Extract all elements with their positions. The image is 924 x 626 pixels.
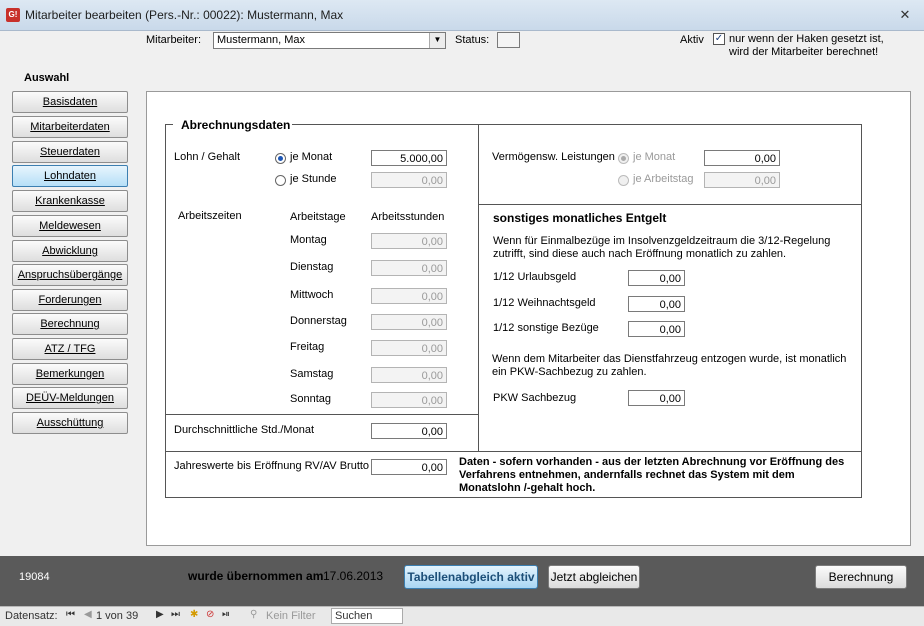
- sidebar-item-11[interactable]: Bemerkungen: [12, 363, 128, 385]
- mitarbeiter-label: Mitarbeiter:: [146, 34, 202, 46]
- frame-right-divider: [478, 204, 862, 205]
- weekday-hours-input[interactable]: 0,00: [371, 367, 447, 383]
- frame-top-right: [292, 124, 862, 125]
- sidebar-item-3[interactable]: Lohndaten: [12, 165, 128, 187]
- sonstiges-heading: sonstiges monatliches Entgelt: [493, 211, 667, 225]
- sidebar-item-2[interactable]: Steuerdaten: [12, 141, 128, 163]
- aktiv-hint-line2: wird der Mitarbeiter berechnet!: [729, 46, 879, 58]
- je-monat-input[interactable]: 5.000,00: [371, 150, 447, 166]
- sidebar-item-4[interactable]: Krankenkasse: [12, 190, 128, 212]
- sonstige-bezuege-input[interactable]: 0,00: [628, 321, 685, 337]
- aktiv-label: Aktiv: [680, 34, 704, 46]
- vermoegen-je-monat-input[interactable]: 0,00: [704, 150, 780, 166]
- sidebar-item-0[interactable]: Basisdaten: [12, 91, 128, 113]
- search-input[interactable]: [331, 608, 403, 624]
- frame-bottom-divider: [165, 451, 862, 452]
- sidebar-item-1[interactable]: Mitarbeiterdaten: [12, 116, 128, 138]
- weekday-hours-input[interactable]: 0,00: [371, 233, 447, 249]
- weihnachtsgeld-input[interactable]: 0,00: [628, 296, 685, 312]
- vermoegen-je-monat-label: je Monat: [633, 151, 676, 163]
- status-label: Status:: [455, 34, 490, 46]
- jetzt-abgleichen-button[interactable]: Jetzt abgleichen: [548, 565, 640, 589]
- frame-vertical-divider: [478, 124, 479, 451]
- vermoegen-je-arbeitstag-label: je Arbeitstag: [633, 173, 694, 185]
- je-stunde-input[interactable]: 0,00: [371, 172, 447, 188]
- pkw-input[interactable]: 0,00: [628, 390, 685, 406]
- record-position[interactable]: 1 von 39: [96, 610, 139, 622]
- sidebar-item-5[interactable]: Meldewesen: [12, 215, 128, 237]
- sonstiges-note2: Wenn dem Mitarbeiter das Dienstfahrzeug entzogen wurde, ist monatlich ein PKW-Sachbezug zu zahlen.: [492, 353, 847, 378]
- durchschnitt-label: Durchschnittliche Std./Monat: [174, 424, 315, 436]
- status-field[interactable]: [497, 32, 520, 48]
- jahreswerte-note: Daten - sofern vorhanden - aus der letzten Abrechnung vor Eröffnung des Verfahrens entnehmen, andernfalls rechnet das System mit dem Monatslohn /-gehalt hoch.: [459, 456, 845, 494]
- weekday-label: Dienstag: [290, 261, 334, 273]
- uebernommen-date: 17.06.2013: [323, 569, 384, 583]
- weekday-label: Montag: [290, 234, 327, 246]
- weekday-label: Freitag: [290, 341, 325, 353]
- pkw-label: PKW Sachbezug: [493, 392, 577, 404]
- window-title: Mitarbeiter bearbeiten (Pers.-Nr.: 00022): Mustermann, Max: [25, 8, 344, 22]
- lohn-label: Lohn / Gehalt: [174, 151, 241, 163]
- delete-record-icon[interactable]: ⊘: [206, 609, 215, 620]
- weekday-label: Sonntag: [290, 393, 331, 405]
- weekday-hours-input[interactable]: 0,00: [371, 392, 447, 408]
- sidebar-item-8[interactable]: Forderungen: [12, 289, 128, 311]
- sidebar-item-9[interactable]: Berechnung: [12, 313, 128, 335]
- vermoegen-je-monat-radio[interactable]: [618, 153, 629, 164]
- next-record-icon[interactable]: ▶: [156, 609, 164, 620]
- sidebar-item-10[interactable]: ATZ / TFG: [12, 338, 128, 360]
- arbeitszeiten-label: Arbeitszeiten: [178, 210, 242, 222]
- aktiv-hint-line1: nur wenn der Haken gesetzt ist,: [729, 33, 884, 45]
- sidebar-item-6[interactable]: Abwicklung: [12, 240, 128, 262]
- tabellenabgleich-button[interactable]: Tabellenabgleich aktiv: [404, 565, 538, 589]
- arbeitsstunden-header: Arbeitsstunden: [371, 211, 445, 223]
- new-record-icon[interactable]: ✱: [190, 609, 199, 620]
- weekday-hours-input[interactable]: 0,00: [371, 288, 447, 304]
- datensatz-label: Datensatz:: [5, 610, 58, 622]
- frame-bottom: [165, 497, 862, 498]
- je-monat-radio[interactable]: [275, 153, 286, 164]
- weekday-label: Donnerstag: [290, 315, 347, 327]
- last-record-icon[interactable]: ⏭: [171, 609, 180, 620]
- sidebar-item-12[interactable]: DEÜV-Meldungen: [12, 387, 128, 409]
- close-icon[interactable]: ✕: [899, 7, 911, 22]
- sonstiges-note1: Wenn für Einmalbezüge im Insolvenzgeldzeitraum die 3/12-Regelung zutrifft, sind diese auch nach Eröffnung monatlich zu zahlen.: [493, 235, 831, 260]
- jahreswerte-label: Jahreswerte bis Eröffnung RV/AV Brutto: [174, 460, 370, 472]
- first-record-icon[interactable]: ⏮: [66, 609, 75, 620]
- frame-left-divider: [165, 414, 478, 415]
- sonstige-bezuege-label: 1/12 sonstige Bezüge: [493, 322, 599, 334]
- weekday-hours-input[interactable]: 0,00: [371, 340, 447, 356]
- sidebar-item-13[interactable]: Ausschüttung: [12, 412, 128, 434]
- je-stunde-label: je Stunde: [290, 173, 337, 185]
- filter-label[interactable]: Kein Filter: [266, 610, 316, 622]
- je-stunde-radio[interactable]: [275, 175, 286, 186]
- frame-right: [861, 124, 862, 498]
- goto-record-icon[interactable]: ⏯: [222, 609, 230, 620]
- mitarbeiter-select-value: Mustermann, Max: [217, 34, 306, 46]
- filter-icon[interactable]: ⚲: [250, 609, 258, 620]
- uebernommen-label: wurde übernommen am: [188, 569, 324, 583]
- app-icon: G!: [6, 8, 20, 22]
- weihnachtsgeld-label: 1/12 Weihnachtsgeld: [493, 297, 596, 309]
- chevron-down-icon[interactable]: ▼: [429, 33, 445, 48]
- frame-left: [165, 124, 166, 498]
- weekday-hours-input[interactable]: 0,00: [371, 314, 447, 330]
- arbeitstage-header: Arbeitstage: [290, 211, 346, 223]
- vermoegen-je-arbeitstag-radio[interactable]: [618, 175, 629, 186]
- urlaubsgeld-input[interactable]: 0,00: [628, 270, 685, 286]
- vermoegen-label: Vermögensw. Leistungen: [492, 151, 615, 163]
- berechnung-button[interactable]: Berechnung: [815, 565, 907, 589]
- title-bar: [0, 0, 924, 31]
- weekday-hours-input[interactable]: 0,00: [371, 260, 447, 276]
- frame-top-left: [165, 124, 173, 125]
- weekday-label: Samstag: [290, 368, 334, 380]
- search-placeholder: Suchen: [335, 610, 373, 622]
- aktiv-checkbox[interactable]: ✓: [714, 33, 724, 44]
- urlaubsgeld-label: 1/12 Urlaubsgeld: [493, 271, 577, 283]
- mitarbeiter-select[interactable]: [213, 32, 446, 49]
- weekday-label: Mittwoch: [290, 289, 334, 301]
- sidebar-heading: Auswahl: [24, 72, 70, 84]
- previous-record-icon[interactable]: ◀: [84, 609, 92, 620]
- vermoegen-je-arbeitstag-input[interactable]: 0,00: [704, 172, 780, 188]
- record-navigation-bar: [0, 606, 924, 626]
- je-monat-label: je Monat: [290, 151, 333, 163]
- durchschnitt-input[interactable]: 0,00: [371, 423, 447, 439]
- record-id: 19084: [19, 571, 50, 583]
- abrechnungsdaten-heading: Abrechnungsdaten: [181, 118, 291, 132]
- sidebar-item-7[interactable]: Anspruchsübergänge: [12, 264, 128, 286]
- jahreswerte-input[interactable]: 0,00: [371, 459, 447, 475]
